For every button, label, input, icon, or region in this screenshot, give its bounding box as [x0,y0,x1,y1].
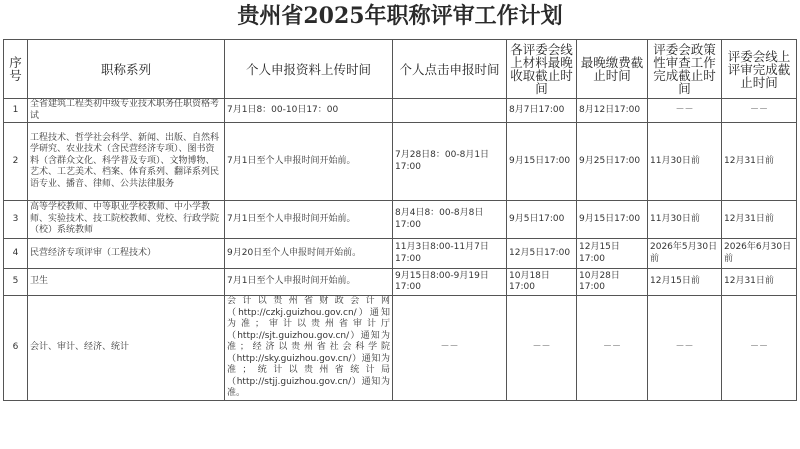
cell-online-review: 12月31日前 [722,201,797,239]
cell-upload: 7月1日至个人申报时间开始前。 [225,269,393,296]
cell-policy-review: 12月15日前 [648,269,722,296]
cell-series: 会计、审计、经济、统计 [28,296,225,401]
cell-no: 5 [4,269,28,296]
header-cell-upload: 个人申报资料上传时间 [225,40,393,99]
cell-online-review: －－ [722,99,797,123]
cell-no: 3 [4,201,28,239]
cell-no: 2 [4,123,28,201]
cell-fee-deadline: 9月15日17:00 [577,201,648,239]
cell-fee-deadline: 9月25日17:00 [577,123,648,201]
cell-series: 高等学校教师、中等职业学校教师、中小学教师、实验技术、技工院校教师、党校、行政学院（校）系统教师 [28,201,225,239]
schedule-table [3,39,797,401]
cell-material-deadline: 9月15日17:00 [507,123,577,201]
table-row [4,296,797,401]
table-row [4,123,797,201]
cell-no: 1 [4,99,28,123]
cell-series: 全省建筑工程类初中级专业技术职务任职资格考试 [28,99,225,123]
cell-policy-review: 2026年5月30日前 [648,239,722,269]
cell-material-deadline: －－ [507,296,577,401]
table-row [4,201,797,239]
cell-fee-deadline: 8月12日17:00 [577,99,648,123]
cell-material-deadline: 9月5日17:00 [507,201,577,239]
cell-online-review: －－ [722,296,797,401]
cell-upload: 9月20日至个人申报时间开始前。 [225,239,393,269]
header-cell-fee-deadline: 最晚缴费截止时间 [577,40,648,99]
cell-online-review: 12月31日前 [722,269,797,296]
cell-click: －－ [393,296,507,401]
cell-fee-deadline: －－ [577,296,648,401]
cell-upload: 7月1日8：00-10日17：00 [225,99,393,123]
cell-no: 4 [4,239,28,269]
cell-policy-review: 11月30日前 [648,123,722,201]
cell-material-deadline: 10月18日17:00 [507,269,577,296]
header-cell-no: 序号 [4,40,28,99]
cell-click [393,99,507,123]
page-title: 贵州省2025年职称评审工作计划 [237,3,563,29]
cell-upload: 7月1日至个人申报时间开始前。 [225,201,393,239]
cell-fee-deadline: 12月15日17:00 [577,239,648,269]
cell-policy-review: －－ [648,296,722,401]
table-row [4,99,797,123]
header-cell-policy-review: 评委会政策性审查工作完成截止时间 [648,40,722,99]
cell-series: 工程技术、哲学社会科学、新闻、出版、自然科学研究、农业技术（含民营经济专项）、图书资料（含群众文化、科学普及专项）、文物博物、艺术、工艺美术、档案、体育系列、翻译系列民语专业、播音、律师、公共法律服务 [28,123,225,201]
table-row [4,239,797,269]
cell-policy-review: －－ [648,99,722,123]
header-cell-online-review: 评委会线上评审完成截止时间 [722,40,797,99]
header-cell-material-deadline: 各评委会线上材料最晚收取截止时间 [507,40,577,99]
cell-online-review: 2026年6月30日前 [722,239,797,269]
cell-material-deadline: 8月7日17:00 [507,99,577,123]
cell-click: 8月4日8：00-8月8日17:00 [393,201,507,239]
cell-series: 民营经济专项评审（工程技术） [28,239,225,269]
cell-click: 7月28日8：00-8月1日17:00 [393,123,507,201]
cell-no: 6 [4,296,28,401]
cell-material-deadline: 12月5日17:00 [507,239,577,269]
table-header-row [4,40,797,99]
cell-online-review: 12月31日前 [722,123,797,201]
cell-upload: 会计以贵州省财政会计网（http://czkj.guizhou.gov.cn/）通知为准；审计以贵州省审计厅（http://sjt.guizhou.gov.cn/）通知为准；经济以贵州省社会科学院（http://sky.guizhou.gov.cn/）通知为准；统计以贵州省统计局（http://stjj.guizhou.gov.cn/）通知为准。 [225,296,393,401]
cell-series: 卫生 [28,269,225,296]
header-cell-click: 个人点击申报时间 [393,40,507,99]
cell-policy-review: 11月30日前 [648,201,722,239]
cell-upload: 7月1日至个人申报时间开始前。 [225,123,393,201]
table-row [4,269,797,296]
header-cell-series: 职称系列 [28,40,225,99]
cell-click: 9月15日8:00-9月19日17:00 [393,269,507,296]
cell-click: 11月3日8:00-11月7日17:00 [393,239,507,269]
cell-fee-deadline: 10月28日17:00 [577,269,648,296]
